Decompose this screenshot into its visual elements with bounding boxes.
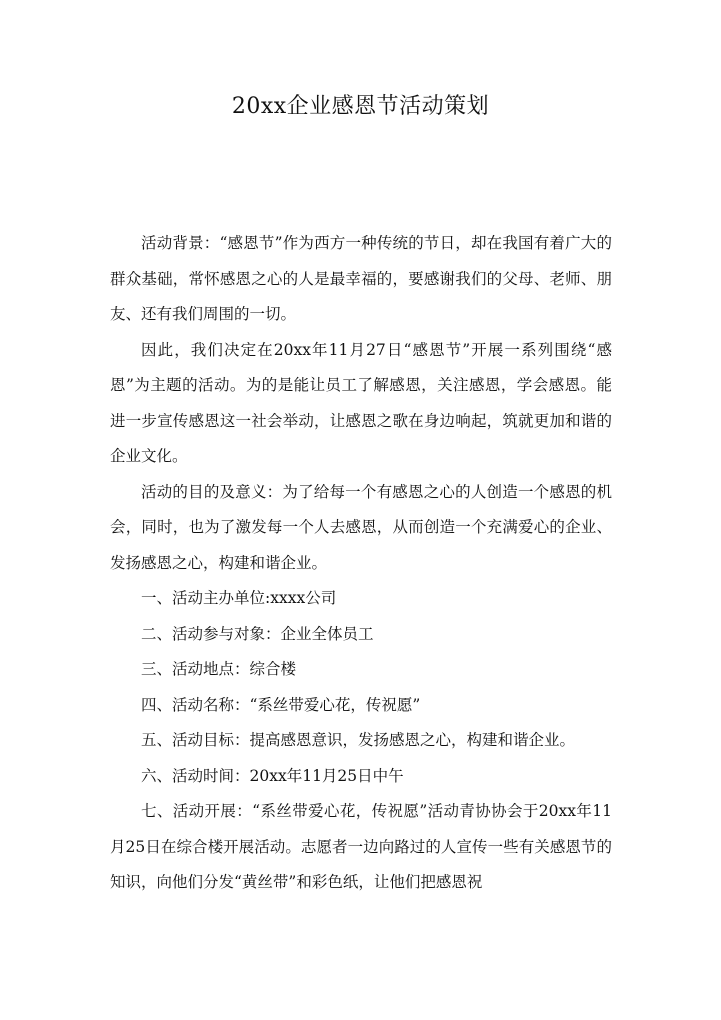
list-item-goal: 五、活动目标：提高感恩意识，发扬感恩之心，构建和谐企业。 [141, 731, 576, 749]
paragraph-decision: 因此，我们决定在20xx年11月27日“感恩节”开展一系列围绕“感恩”为主题的活动。为的是能让员工了解感恩，关注感恩，学会感恩。能进一步宣传感恩这一社会举动，让感恩之歌在身边响起，筑就更加和谐的企业文化。 [110, 340, 612, 465]
list-item-name: 四、活动名称：“系丝带爱心花，传祝愿” [141, 695, 421, 714]
list-item-location: 三、活动地点：综合楼 [141, 660, 297, 678]
list-item-organizer: 一、活动主办单位:xxxx公司 [141, 589, 337, 607]
paragraph-purpose: 活动的目的及意义：为了给每一个有感恩之心的人创造一个感恩的机会，同时，也为了激发每一个人去感恩，从而创造一个充满爱心的企业、发扬感恩之心，构建和谐企业。 [110, 482, 612, 572]
document-title: 20xx企业感恩节活动策划 [231, 94, 490, 119]
document-body [110, 226, 612, 901]
paragraph-background: 活动背景：“感恩节”作为西方一种传统的节日，却在我国有着广大的群众基础，常怀感恩之心的人是最幸福的，要感谢我们的父母、老师、朋友、还有我们周围的一切。 [110, 234, 612, 323]
list-item-participants: 二、活动参与对象：企业全体员工 [141, 624, 374, 643]
list-item-time: 六、活动时间：20xx年11月25日中午 [141, 766, 404, 785]
list-item-activity: 七、活动开展：“系丝带爱心花，传祝愿”活动青协协会于20xx年11月25日在综合楼开展活动。志愿者一边向路过的人宣传一些有关感恩节的知识，向他们分发“黄丝带”和彩色纸，让他们把感恩祝 [110, 802, 612, 891]
